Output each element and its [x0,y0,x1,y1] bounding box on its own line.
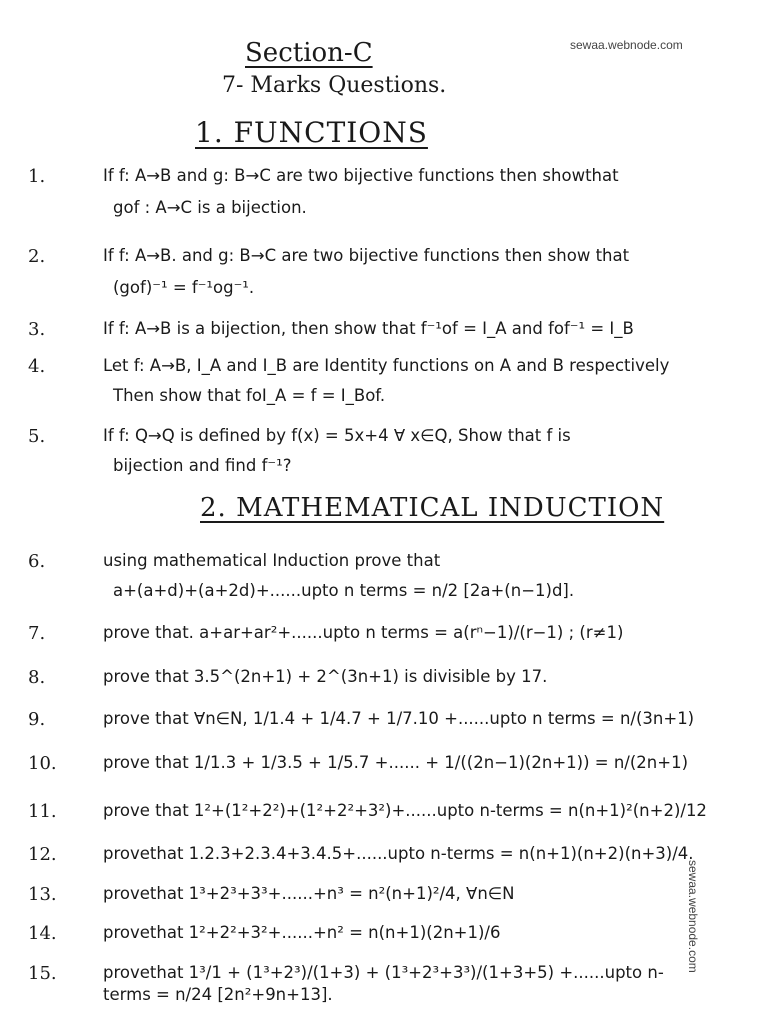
question-1 [28,165,708,220]
question-text: provethat 1.2.3+2.3.4+3.4.5+......upto n-terms = n(n+1)(n+2)(n+3)/4. [103,844,694,863]
question-number: 9. [28,709,46,730]
question-12 [28,843,708,867]
question-number: 4. [28,356,46,377]
question-number: 1. [28,166,46,187]
question-number: 11. [28,801,57,822]
question-3 [28,318,708,342]
question-number: 5. [28,426,46,447]
question-8 [28,666,708,690]
question-number: 12. [28,844,57,865]
question-number: 14. [28,923,57,944]
question-4 [28,355,708,408]
question-number: 13. [28,884,57,905]
section-title: Section-C [245,38,373,68]
question-text: If f: A→B and g: B→C are two bijective functions then showthat [103,166,619,185]
question-number: 6. [28,551,46,572]
question-2 [28,245,708,300]
question-number: 10. [28,753,57,774]
question-14 [28,922,708,946]
question-text: prove that 1/1.3 + 1/3.5 + 1/5.7 +...... + 1/((2n−1)(2n+1)) = n/(2n+1) [103,753,689,772]
question-text-cont: Then show that foI_A = f = I_Bof. [113,386,386,406]
question-text: If f: A→B. and g: B→C are two bijective functions then show that [103,246,630,265]
question-text: provethat 1³+2³+3³+......+n³ = n²(n+1)²/4, ∀n∈N [103,884,515,903]
question-text-cont: a+(a+d)+(a+2d)+......upto n terms = n/2 [2a+(n−1)d]. [113,581,575,601]
question-text: If f: A→B is a bijection, then show that f⁻¹of = I_A and fof⁻¹ = I_B [103,319,634,338]
question-number: 3. [28,319,46,340]
question-text-cont: bijection and find f⁻¹? [113,456,292,476]
question-15 [28,962,708,1007]
watermark-side: sewaa.webnode.com [686,860,700,973]
question-text: provethat 1³/1 + (1³+2³)/(1+3) + (1³+2³+3³)/(1+3+5) +......upto n-terms = n/24 [2n²+9n+13]. [103,963,664,1005]
marks-subtitle: 7- Marks Questions. [222,73,447,98]
question-text: prove that 1²+(1²+2²)+(1²+2²+3²)+......upto n-terms = n(n+1)²(n+2)/12 [103,801,707,820]
question-text: prove that 3.5^(2n+1) + 2^(3n+1) is divisible by 17. [103,667,548,686]
question-number: 2. [28,246,46,267]
question-9 [28,708,708,732]
topic-induction-heading: 2. MATHEMATICAL INDUCTION [200,493,665,523]
question-number: 7. [28,623,46,644]
question-13 [28,883,708,907]
question-text: using mathematical Induction prove that [103,551,441,570]
question-11 [28,800,708,824]
question-number: 8. [28,667,46,688]
question-10 [28,752,708,776]
question-text: Let f: A→B, I_A and I_B are Identity functions on A and B respectively [103,356,670,375]
question-text-cont: (gof)⁻¹ = f⁻¹og⁻¹. [113,278,255,298]
question-number: 15. [28,963,57,984]
question-text: provethat 1²+2²+3²+......+n² = n(n+1)(2n+1)/6 [103,923,501,942]
question-7 [28,622,708,646]
question-6 [28,550,708,603]
question-5 [28,425,708,478]
topic-functions-heading: 1. FUNCTIONS [195,116,428,149]
watermark-top: sewaa.webnode.com [570,38,683,52]
question-text: prove that. a+ar+ar²+......upto n terms = a(rⁿ−1)/(r−1) ; (r≠1) [103,623,624,642]
question-text: If f: Q→Q is defined by f(x) = 5x+4 ∀ x∈Q, Show that f is [103,426,571,445]
question-text-cont: gof : A→C is a bijection. [113,198,307,218]
question-text: prove that ∀n∈N, 1/1.4 + 1/4.7 + 1/7.10 +......upto n terms = n/(3n+1) [103,709,695,728]
